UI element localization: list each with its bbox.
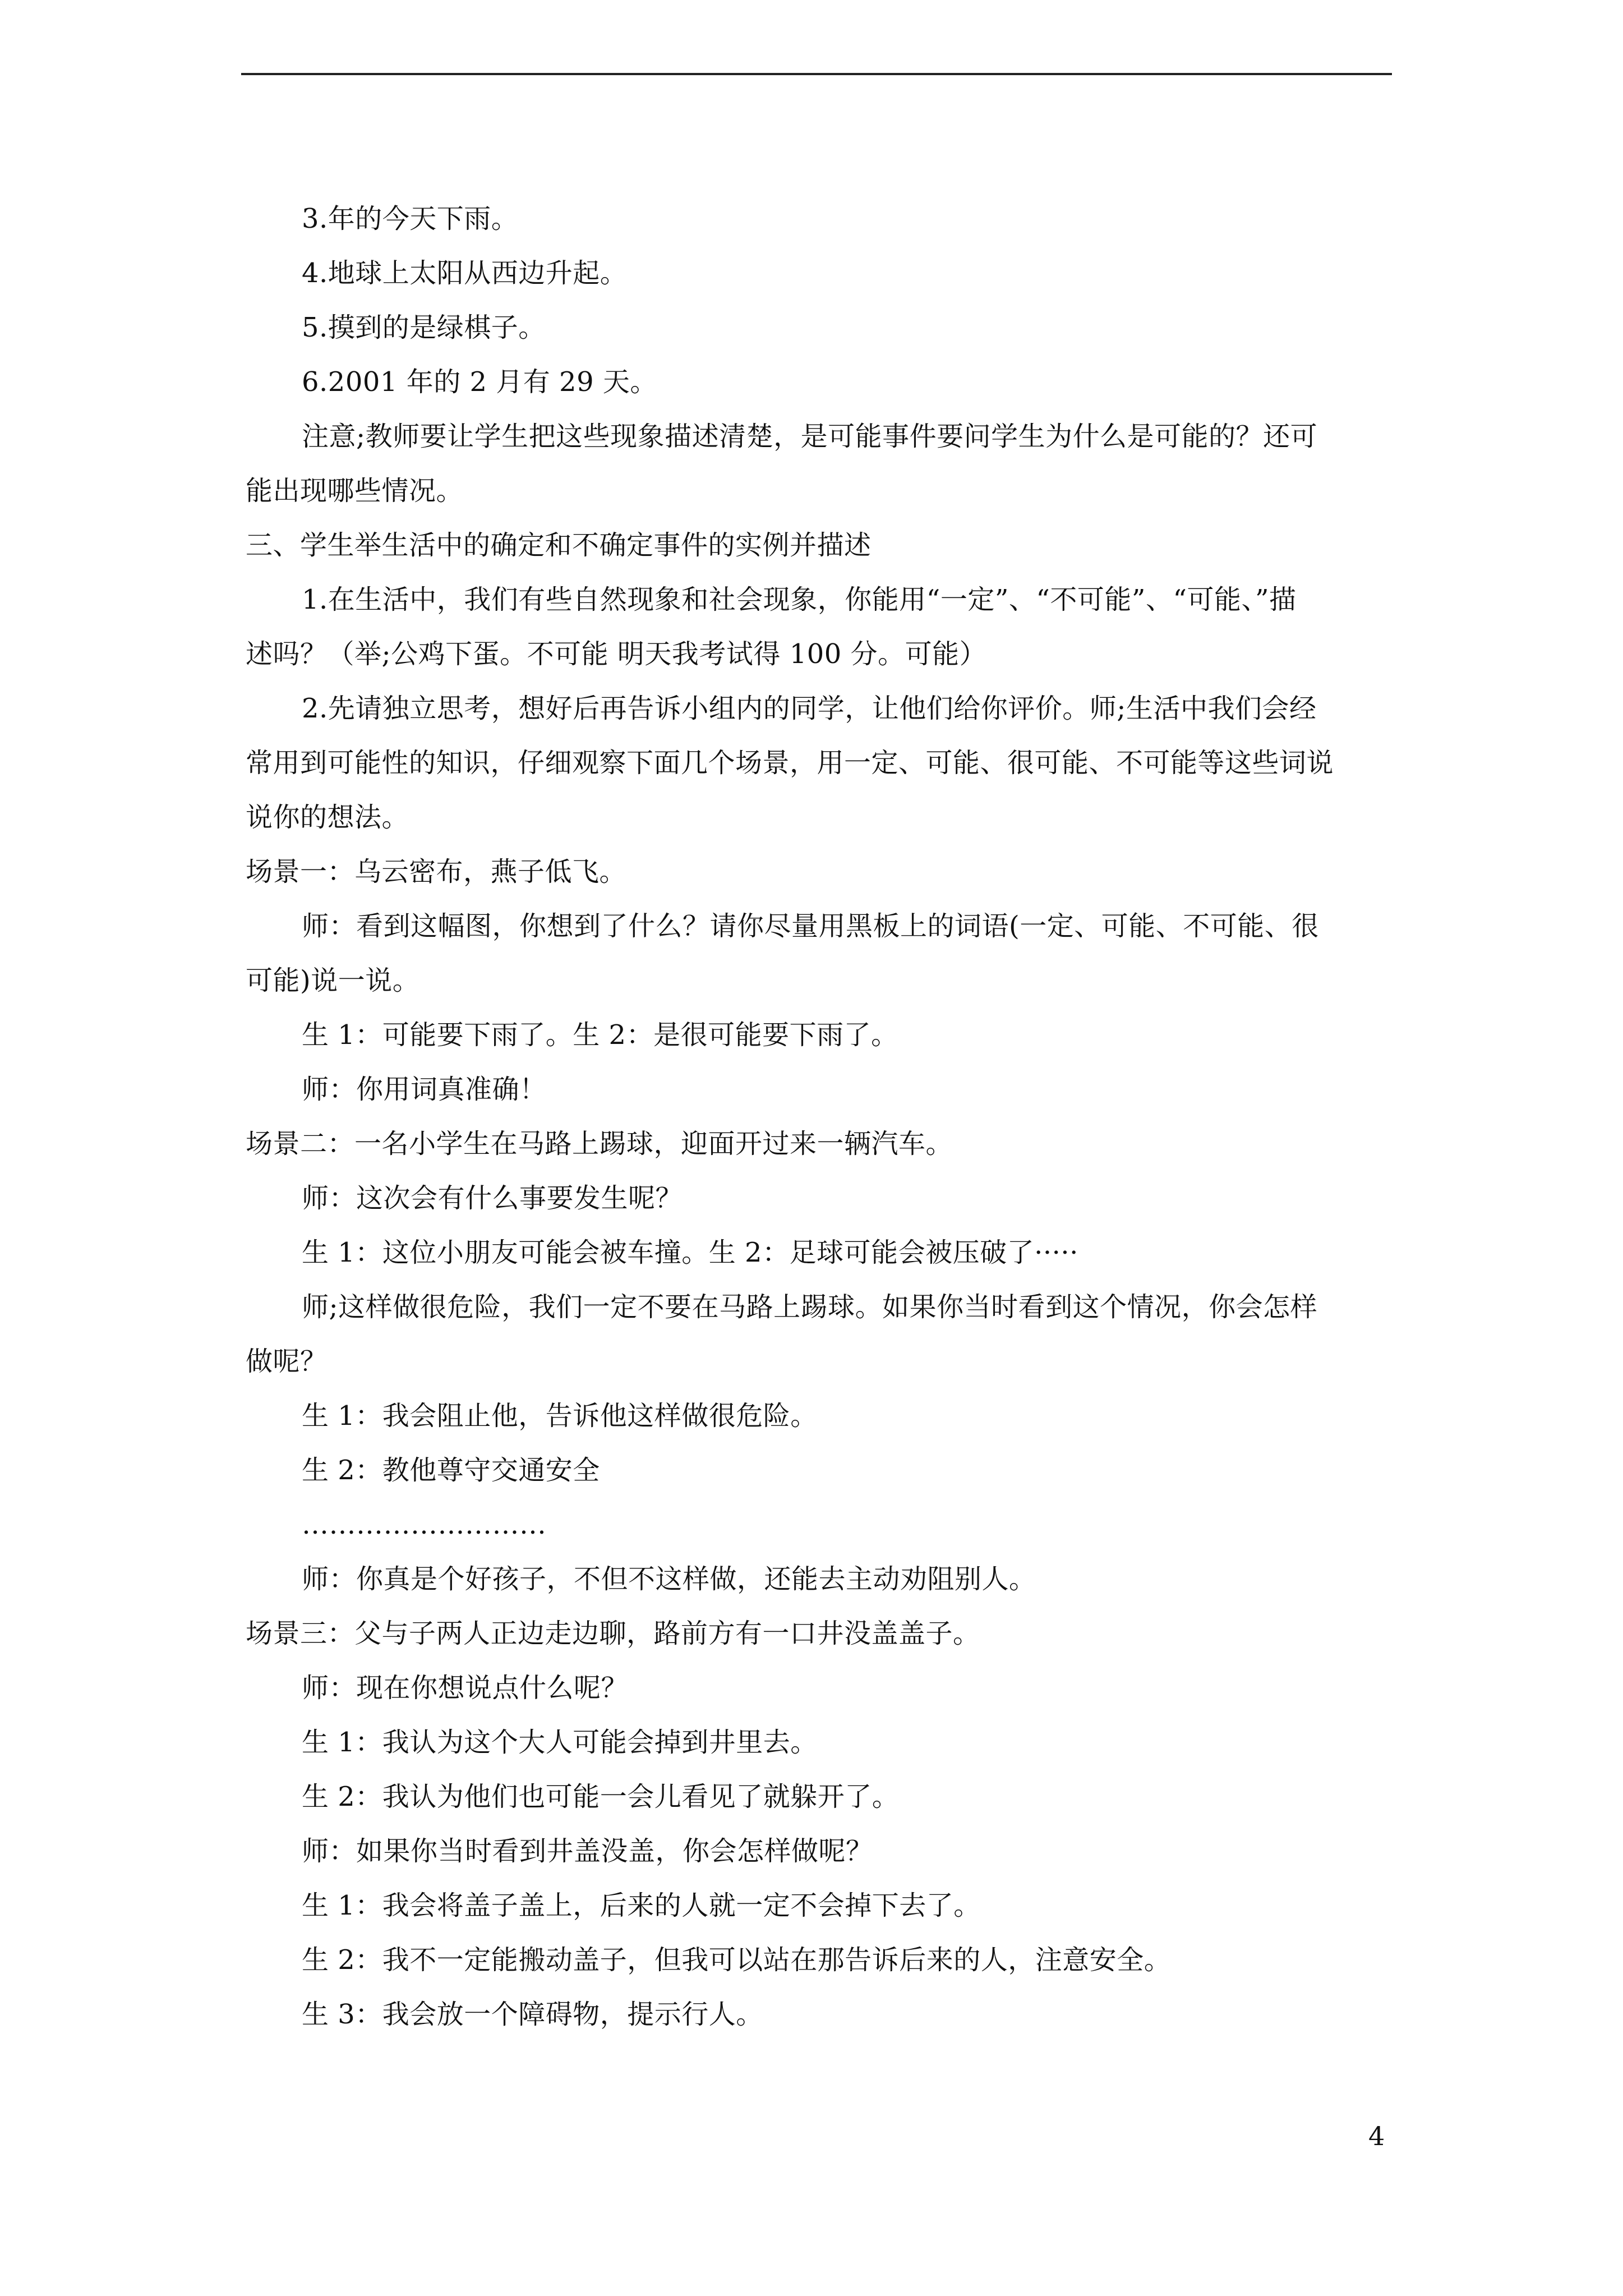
text-line: 可能)说一说。 <box>246 965 420 996</box>
text-line: 能出现哪些情况。 <box>246 475 464 507</box>
document-body <box>246 192 1390 2042</box>
text-line: 师：你用词真准确！ <box>302 1074 547 1105</box>
text-line: 场景三：父与子两人正边走边聊，路前方有一口井没盖盖子。 <box>246 1618 980 1649</box>
text-line: 师;这样做很危险，我们一定不要在马路上踢球。如果你当时看到这个情况，你会怎样 <box>302 1291 1318 1323</box>
text-line: 生 1：这位小朋友可能会被车撞。生 2：足球可能会被压破了····· <box>302 1237 1078 1268</box>
text-line: 1.在生活中，我们有些自然现象和社会现象，你能用“一定”、“不可能”、“可能、”描 <box>302 584 1297 615</box>
text-line: 师：如果你当时看到井盖没盖，你会怎样做呢？ <box>302 1835 873 1867</box>
text-line: 生 2：我不一定能搬动盖子，但我可以站在那告诉后来的人，注意安全。 <box>302 1944 1172 1976</box>
text-line: 5.摸到的是绿棋子。 <box>302 312 546 343</box>
text-line: 师：现在你想说点什么呢？ <box>302 1672 629 1704</box>
text-line: 4.地球上太阳从西边升起。 <box>302 257 628 289</box>
text-line: 师：看到这幅图，你想到了什么？请你尽量用黑板上的词语(一定、可能、不可能、很 <box>302 910 1319 942</box>
text-line: 生 1：可能要下雨了。生 2：是很可能要下雨了。 <box>302 1019 898 1051</box>
text-line: 师：你真是个好孩子，不但不这样做，还能去主动劝阻别人。 <box>302 1563 1036 1595</box>
text-line: 生 1：我会将盖子盖上，后来的人就一定不会掉下去了。 <box>302 1890 981 1921</box>
text-line: 生 3：我会放一个障碍物，提示行人。 <box>302 1999 763 2030</box>
text-line: 生 1：我认为这个大人可能会掉到井里去。 <box>302 1727 818 1758</box>
text-line: 2.先请独立思考，想好后再告诉小组内的同学，让他们给你评价。师;生活中我们会经 <box>302 693 1317 724</box>
text-line: ……………………… <box>302 1509 547 1540</box>
text-line: 场景一：乌云密布，燕子低飞。 <box>246 856 627 887</box>
text-line: 生 2：教他尊守交通安全 <box>302 1455 600 1486</box>
text-line: 常用到可能性的知识，仔细观察下面几个场景，用一定、可能、很可能、不可能等这些词说 <box>246 747 1334 779</box>
text-line: 注意;教师要让学生把这些现象描述清楚，是可能事件要问学生为什么是可能的？还可 <box>302 421 1318 452</box>
text-line: 说你的想法。 <box>246 802 409 833</box>
text-line: 做呢？ <box>246 1346 328 1377</box>
page-number: 4 <box>1368 2121 1385 2151</box>
text-line: 三、学生举生活中的确定和不确定事件的实例并描述 <box>246 530 872 561</box>
text-line: 师：这次会有什么事要发生呢？ <box>302 1182 683 1214</box>
text-line: 生 2：我认为他们也可能一会儿看见了就躲开了。 <box>302 1781 900 1812</box>
text-line: 述吗？（举;公鸡下蛋。不可能 明天我考试得 100 分。可能） <box>246 638 987 670</box>
text-line: 6.2001 年的 2 月有 29 天。 <box>302 366 657 398</box>
text-line: 生 1：我会阻止他，告诉他这样做很危险。 <box>302 1400 818 1432</box>
header-rule <box>241 73 1392 75</box>
text-line: 场景二：一名小学生在马路上踢球，迎面开过来一辆汽车。 <box>246 1128 953 1159</box>
text-line: 3.年的今天下雨。 <box>302 203 519 234</box>
